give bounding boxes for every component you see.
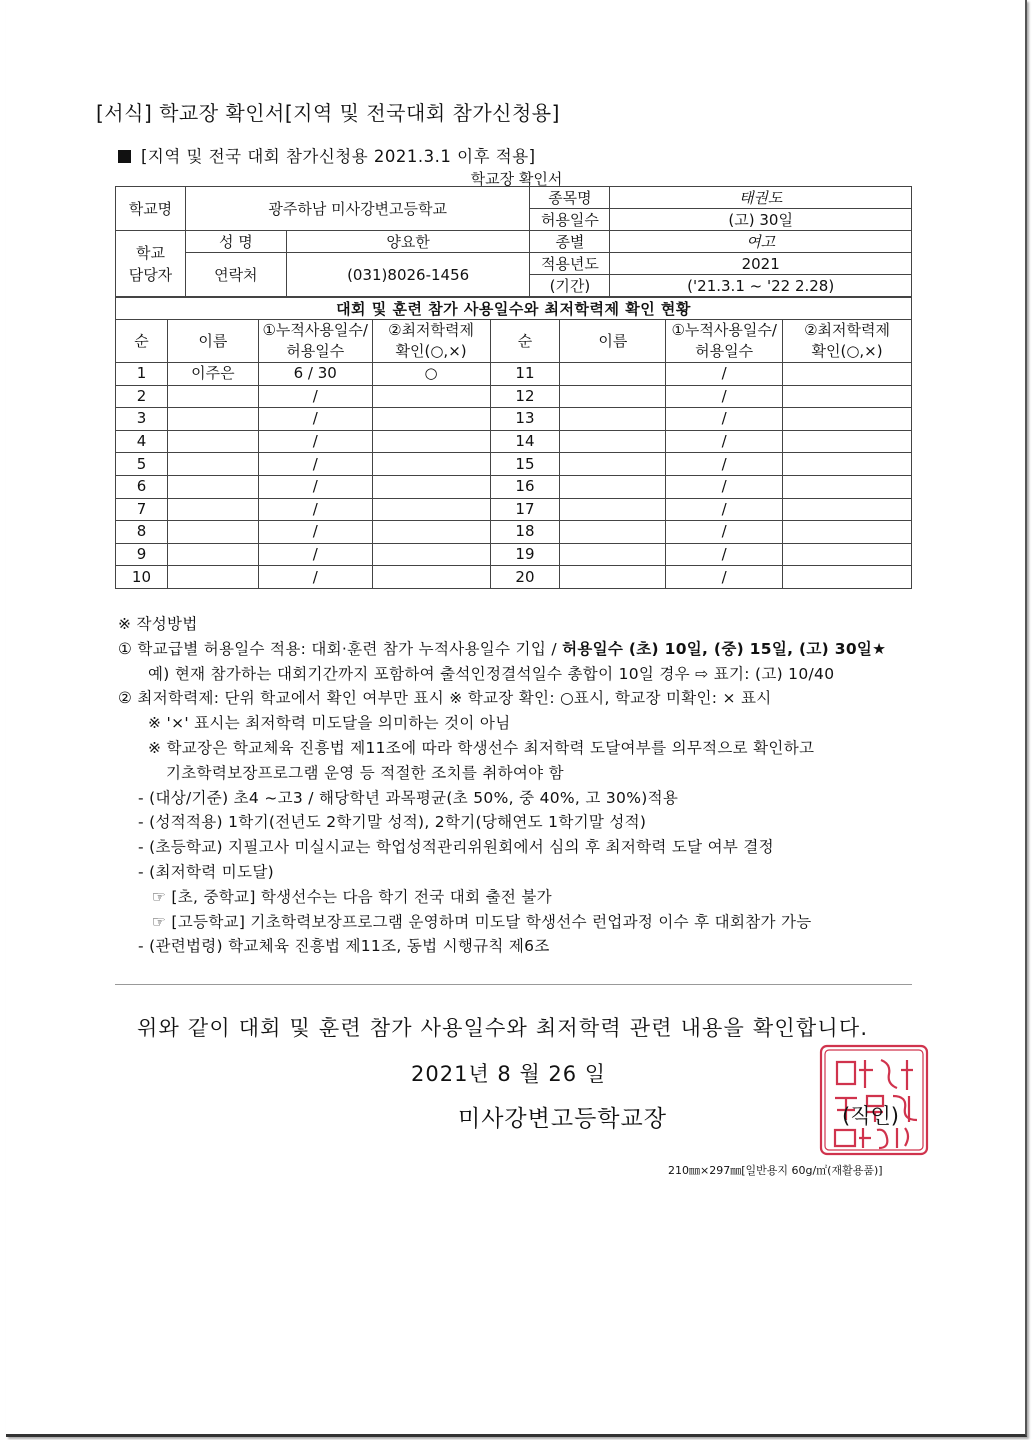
- contact-label: 연락처: [185, 253, 286, 297]
- row-no-right: 17: [490, 498, 560, 521]
- school-label: 학교명: [116, 187, 186, 231]
- status-rows: [116, 363, 912, 589]
- seal-label: (직인): [842, 1104, 899, 1128]
- col-days-line1: ①누적사용일수/: [262, 321, 368, 339]
- row-days-right: /: [666, 363, 783, 386]
- row-days-right: /: [666, 498, 783, 521]
- row-days-left: /: [258, 430, 372, 453]
- row-check-left: [372, 498, 490, 521]
- table-row: [116, 543, 912, 566]
- row-name-left: [167, 543, 258, 566]
- row-no-right: 16: [490, 475, 560, 498]
- staff-label-1: 학교: [135, 243, 165, 262]
- table-row: [116, 475, 912, 498]
- name-value: 양요한: [286, 231, 530, 253]
- row-days-right: /: [666, 566, 783, 589]
- row-check-right: [783, 543, 912, 566]
- col-days-left: [258, 320, 372, 363]
- row-name-left: [167, 498, 258, 521]
- row-check-right: [783, 363, 912, 386]
- col-name-left: 이름: [167, 320, 258, 363]
- row-check-left: [372, 408, 490, 431]
- note-2-c: 기초학력보장프로그램 운영 등 적절한 조치를 취하여야 함: [166, 763, 564, 782]
- row-name-right: [560, 543, 666, 566]
- row-check-right: [783, 408, 912, 431]
- row-days-right: /: [666, 475, 783, 498]
- note-2: ② 최저학력제: 단위 학교에서 확인 여부만 표시 ※ 학교장 확인: ○표시, 학교장 미확인: × 표시: [118, 689, 772, 708]
- principal-title: 미사강변고등학교장: [458, 1106, 667, 1132]
- row-no-right: 11: [490, 363, 560, 386]
- event-value: 태권도: [610, 187, 912, 209]
- row-name-left: [167, 430, 258, 453]
- contact-value: (031)8026-1456: [286, 253, 530, 297]
- row-name-left: [167, 408, 258, 431]
- col-check-line1: ②최저학력제: [804, 321, 890, 339]
- row-days-right: /: [666, 453, 783, 476]
- row-name-right: [560, 385, 666, 408]
- row-check-right: [783, 475, 912, 498]
- row-no-left: 1: [116, 363, 168, 386]
- row-check-left: [372, 453, 490, 476]
- row-days-left: /: [258, 408, 372, 431]
- period-value: ('21.3.1 ~ '22 2.28): [610, 275, 912, 297]
- row-days-left: 6 / 30: [258, 363, 372, 386]
- row-check-right: [783, 430, 912, 453]
- note-1: [118, 637, 886, 662]
- row-check-left: [372, 566, 490, 589]
- row-days-right: /: [666, 385, 783, 408]
- type-label: 종별: [530, 231, 610, 253]
- row-no-left: 9: [116, 543, 168, 566]
- paper-spec: 210㎜×297㎜[일반용지 60g/㎡(재활용품)]: [668, 1164, 883, 1177]
- row-no-left: 3: [116, 408, 168, 431]
- row-check-left: [372, 475, 490, 498]
- row-days-right: /: [666, 543, 783, 566]
- event-label: 종목명: [530, 187, 610, 209]
- staff-label: [116, 231, 186, 297]
- row-days-left: /: [258, 498, 372, 521]
- row-no-left: 4: [116, 430, 168, 453]
- note-2-a: ※ '×' 표시는 최저학력 미도달을 의미하는 것이 아님: [148, 714, 511, 733]
- row-check-left: [372, 385, 490, 408]
- certificate-title: 학교장 확인서: [470, 170, 563, 188]
- row-check-right: [783, 498, 912, 521]
- year-value: 2021: [610, 253, 912, 275]
- detail-4: - (최저학력 미도달): [138, 862, 274, 881]
- form-title: [서식] 학교장 확인서[지역 및 전국대회 참가신청용]: [96, 101, 560, 125]
- col-days-line2: 허용일수: [695, 342, 754, 360]
- school-value: 광주하남 미사강변고등학교: [185, 187, 530, 231]
- row-check-right: [783, 521, 912, 544]
- row-name-left: [167, 453, 258, 476]
- row-days-left: /: [258, 385, 372, 408]
- confirm-statement: 위와 같이 대회 및 훈련 참가 사용일수와 최저학력 관련 내용을 확인합니다.: [137, 1016, 869, 1040]
- square-bullet-icon: [118, 150, 131, 163]
- year-label-2: (기간): [530, 275, 610, 297]
- row-name-left: [167, 566, 258, 589]
- col-name-right: 이름: [560, 320, 666, 363]
- row-days-right: /: [666, 430, 783, 453]
- col-check-line2: 확인(○,×): [811, 342, 883, 360]
- col-days-line2: 허용일수: [286, 342, 345, 360]
- col-check-line1: ②최저학력제: [388, 321, 475, 339]
- note-2-b: ※ 학교장은 학교체육 진흥법 제11조에 따라 학생선수 최저학력 도달여부를 의무적으로 확인하고: [148, 738, 815, 757]
- sub-title-text: [지역 및 전국 대회 참가신청용 2021.3.1 이후 적용]: [141, 147, 536, 166]
- row-no-right: 12: [490, 385, 560, 408]
- issue-date: 2021년 8 월 26 일: [411, 1062, 607, 1086]
- row-no-left: 10: [116, 566, 168, 589]
- detail-1: - (대상/기준) 초4 ~고3 / 해당학년 과목평균(초 50%, 중 40%, 고 30%)적용: [138, 788, 679, 807]
- detail-5: - (관련법령) 학교체육 진흥법 제11조, 동법 시행규칙 제6조: [138, 937, 550, 956]
- col-days-right: [666, 320, 783, 363]
- row-no-right: 20: [490, 566, 560, 589]
- table-row: [116, 498, 912, 521]
- name-label: 성 명: [185, 231, 286, 253]
- status-table: [115, 297, 912, 589]
- row-name-right: [560, 408, 666, 431]
- row-name-left: 이주은: [167, 363, 258, 386]
- year-label-1: 적용년도: [530, 253, 610, 275]
- row-no-left: 6: [116, 475, 168, 498]
- row-days-right: /: [666, 408, 783, 431]
- col-no-right: 순: [490, 320, 560, 363]
- row-name-left: [167, 385, 258, 408]
- table-row: [116, 385, 912, 408]
- detail-3: - (초등학교) 지필고사 미실시교는 학업성적관리위원회에서 심의 후 최저학력 도달 여부 결정: [138, 838, 774, 857]
- allowed-label: 허용일수: [530, 209, 610, 231]
- row-days-left: /: [258, 521, 372, 544]
- sub-title: [118, 143, 536, 167]
- row-name-right: [560, 430, 666, 453]
- row-days-right: /: [666, 521, 783, 544]
- row-no-right: 14: [490, 430, 560, 453]
- col-days-line1: ①누적사용일수/: [671, 321, 777, 339]
- row-name-right: [560, 566, 666, 589]
- table-row: [116, 521, 912, 544]
- row-no-left: 7: [116, 498, 168, 521]
- row-check-left: [372, 543, 490, 566]
- row-days-left: /: [258, 566, 372, 589]
- col-no-left: 순: [116, 320, 168, 363]
- row-days-left: /: [258, 543, 372, 566]
- detail-2: - (성적적용) 1학기(전년도 2학기말 성적), 2학기(당해연도 1학기말 성적): [138, 813, 647, 832]
- table-row: [116, 408, 912, 431]
- row-days-left: /: [258, 453, 372, 476]
- row-no-right: 15: [490, 453, 560, 476]
- row-no-left: 2: [116, 385, 168, 408]
- row-check-left: ○: [372, 363, 490, 386]
- row-name-right: [560, 498, 666, 521]
- note-1-example: 예) 현재 참가하는 대회기간까지 포함하여 출석인정결석일수 총합이 10일 경우 ⇨ 표기: (고) 10/40: [148, 664, 835, 683]
- row-check-left: [372, 521, 490, 544]
- row-name-right: [560, 363, 666, 386]
- table-row: [116, 453, 912, 476]
- row-name-left: [167, 521, 258, 544]
- table-row: [116, 363, 912, 386]
- row-no-left: 5: [116, 453, 168, 476]
- notes-heading: ※ 작성방법: [118, 615, 198, 633]
- note-1-text: ① 학교급별 허용일수 적용: 대회·훈련 참가 누적사용일수 기입 /: [118, 639, 563, 658]
- row-no-left: 8: [116, 521, 168, 544]
- notes: [118, 612, 886, 959]
- row-check-right: [783, 385, 912, 408]
- type-value: 여고: [610, 231, 912, 253]
- row-no-right: 19: [490, 543, 560, 566]
- col-check-line2: 확인(○,×): [395, 342, 467, 360]
- row-name-right: [560, 521, 666, 544]
- row-name-left: [167, 475, 258, 498]
- row-days-left: /: [258, 475, 372, 498]
- row-no-right: 13: [490, 408, 560, 431]
- detail-4-a: ☞ [초, 중학교] 학생선수는 다음 학기 전국 대회 출전 불가: [152, 887, 552, 906]
- row-name-right: [560, 453, 666, 476]
- col-check-left: [372, 320, 490, 363]
- row-name-right: [560, 475, 666, 498]
- table-row: [116, 430, 912, 453]
- info-table: [115, 186, 912, 297]
- col-check-right: [783, 320, 912, 363]
- staff-label-2: 담당자: [128, 265, 173, 284]
- row-check-left: [372, 430, 490, 453]
- divider: [115, 984, 912, 985]
- detail-4-b: ☞ [고등학교] 기초학력보장프로그램 운영하며 미도달 학생선수 런업과정 이수 후 대회참가 가능: [152, 912, 812, 931]
- row-check-right: [783, 566, 912, 589]
- status-table-title: 대회 및 훈련 참가 사용일수와 최저학력제 확인 현황: [116, 298, 912, 320]
- allowed-value: (고) 30일: [610, 209, 912, 231]
- note-1-bold: 허용일수 (초) 10일, (중) 15일, (고) 30일★: [562, 639, 887, 658]
- row-check-right: [783, 453, 912, 476]
- table-row: [116, 566, 912, 589]
- row-no-right: 18: [490, 521, 560, 544]
